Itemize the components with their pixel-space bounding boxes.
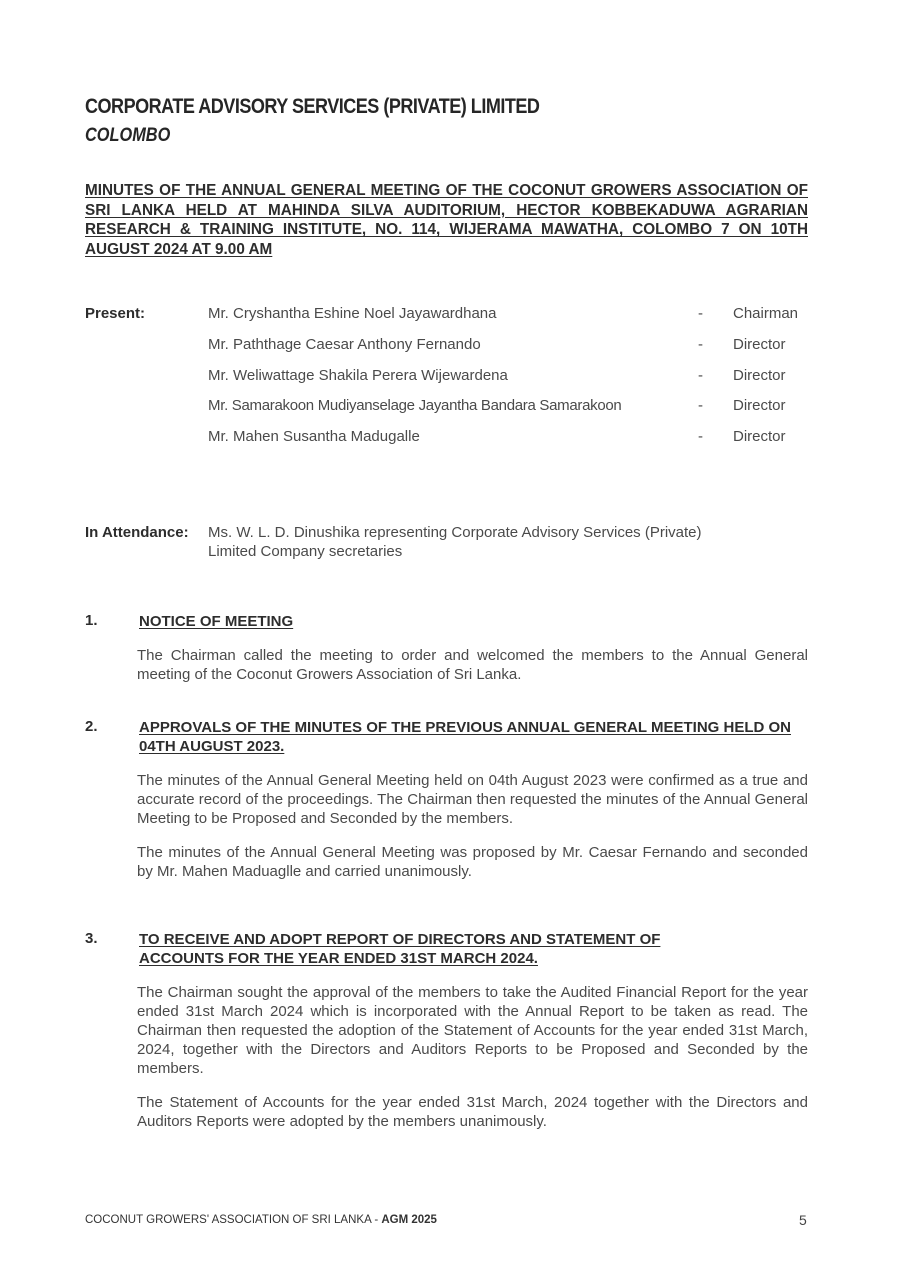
member-name: Mr. Mahen Susantha Madugalle [208, 428, 420, 445]
attendance-line-1: Ms. W. L. D. Dinushika representing Corporate Advisory Services (Private) [208, 524, 702, 541]
member-dash: - [698, 397, 703, 414]
member-dash: - [698, 428, 703, 445]
section-number: 1. [85, 612, 98, 629]
present-member [208, 428, 808, 448]
section-heading-text: APPROVALS OF THE MINUTES OF THE PREVIOUS ANNUAL GENERAL MEETING HELD ON 04TH AUGUST 2023. [139, 719, 791, 755]
present-member [208, 367, 808, 387]
section-paragraph: The minutes of the Annual General Meeting was proposed by Mr. Caesar Fernando and seconded by Mr. Mahen Maduaglle and carried unanimously. [137, 844, 808, 880]
section-number: 3. [85, 930, 98, 947]
member-dash: - [698, 305, 703, 322]
member-name: Mr. Samarakoon Mudiyanselage Jayantha Bandara Samarakoon [208, 397, 622, 414]
section-heading [139, 718, 809, 756]
member-role: Director [733, 428, 786, 445]
member-dash: - [698, 336, 703, 353]
member-role: Director [733, 367, 786, 384]
present-label: Present: [85, 305, 146, 322]
member-name: Mr. Weliwattage Shakila Perera Wijewardena [208, 367, 508, 384]
company-city: COLOMBO [85, 125, 171, 146]
section-paragraph: The Chairman sought the approval of the members to take the Audited Financial Report for the year ended 31st March 2024 which is incorporated with the Annual Report to be taken as read. The Chairman then requested the adoption of the Statement of Accounts for the year ended 31st March, 2024, together with the Directors and Auditors Reports to be Proposed and Seconded by the members. [137, 984, 808, 1077]
member-name: Mr. Cryshantha Eshine Noel Jayawardhana [208, 305, 497, 322]
section-paragraph: The Chairman called the meeting to order and welcomed the members to the Annual General meeting of the Coconut Growers Association of Sri Lanka. [137, 647, 808, 683]
section-paragraph: The minutes of the Annual General Meeting held on 04th August 2023 were confirmed as a true and accurate record of the proceedings. The Chairman then requested the minutes of the Annual General Meeting to be Proposed and Seconded by the members. [137, 772, 808, 827]
present-member [208, 397, 808, 417]
section-paragraph: The Statement of Accounts for the year ended 31st March, 2024 together with the Directors and Auditors Reports were adopted by the members unanimously. [137, 1094, 808, 1130]
section-heading-text: NOTICE OF MEETING [139, 613, 294, 630]
member-role: Director [733, 397, 786, 414]
document-title [85, 181, 808, 259]
section-number: 2. [85, 718, 98, 735]
member-dash: - [698, 367, 703, 384]
attendance-label: In Attendance: [85, 524, 189, 541]
company-name: CORPORATE ADVISORY SERVICES (PRIVATE) LIMITED [85, 95, 540, 118]
present-member [208, 336, 808, 356]
page-number: 5 [799, 1212, 807, 1228]
member-role: Director [733, 336, 786, 353]
section-heading [139, 612, 809, 631]
document-title-text: MINUTES OF THE ANNUAL GENERAL MEETING OF THE COCONUT GROWERS ASSOCIATION OF SRI LANKA HELD AT MAHINDA SILVA AUDITORIUM, HECTOR KOBBEKADUWA AGRARIAN RESEARCH & TRAINING INSTITUTE, NO. 114, WIJERAMA MAWATHA, COLOMBO 7 ON 10TH AUGUST 2024 AT 9.00 AM [85, 182, 808, 258]
member-name: Mr. Paththage Caesar Anthony Fernando [208, 336, 481, 353]
footer [85, 1214, 437, 1226]
attendance-line-2: Limited Company secretaries [208, 543, 403, 560]
footer-agm: AGM 2025 [381, 1214, 437, 1226]
section-heading-text: TO RECEIVE AND ADOPT REPORT OF DIRECTORS AND STATEMENT OF ACCOUNTS FOR THE YEAR ENDED 31ST MARCH 2024. [139, 931, 661, 967]
member-role: Chairman [733, 305, 799, 322]
present-member [208, 305, 808, 325]
section-heading [139, 930, 739, 968]
footer-text: COCONUT GROWERS' ASSOCIATION OF SRI LANKA - [85, 1214, 382, 1226]
